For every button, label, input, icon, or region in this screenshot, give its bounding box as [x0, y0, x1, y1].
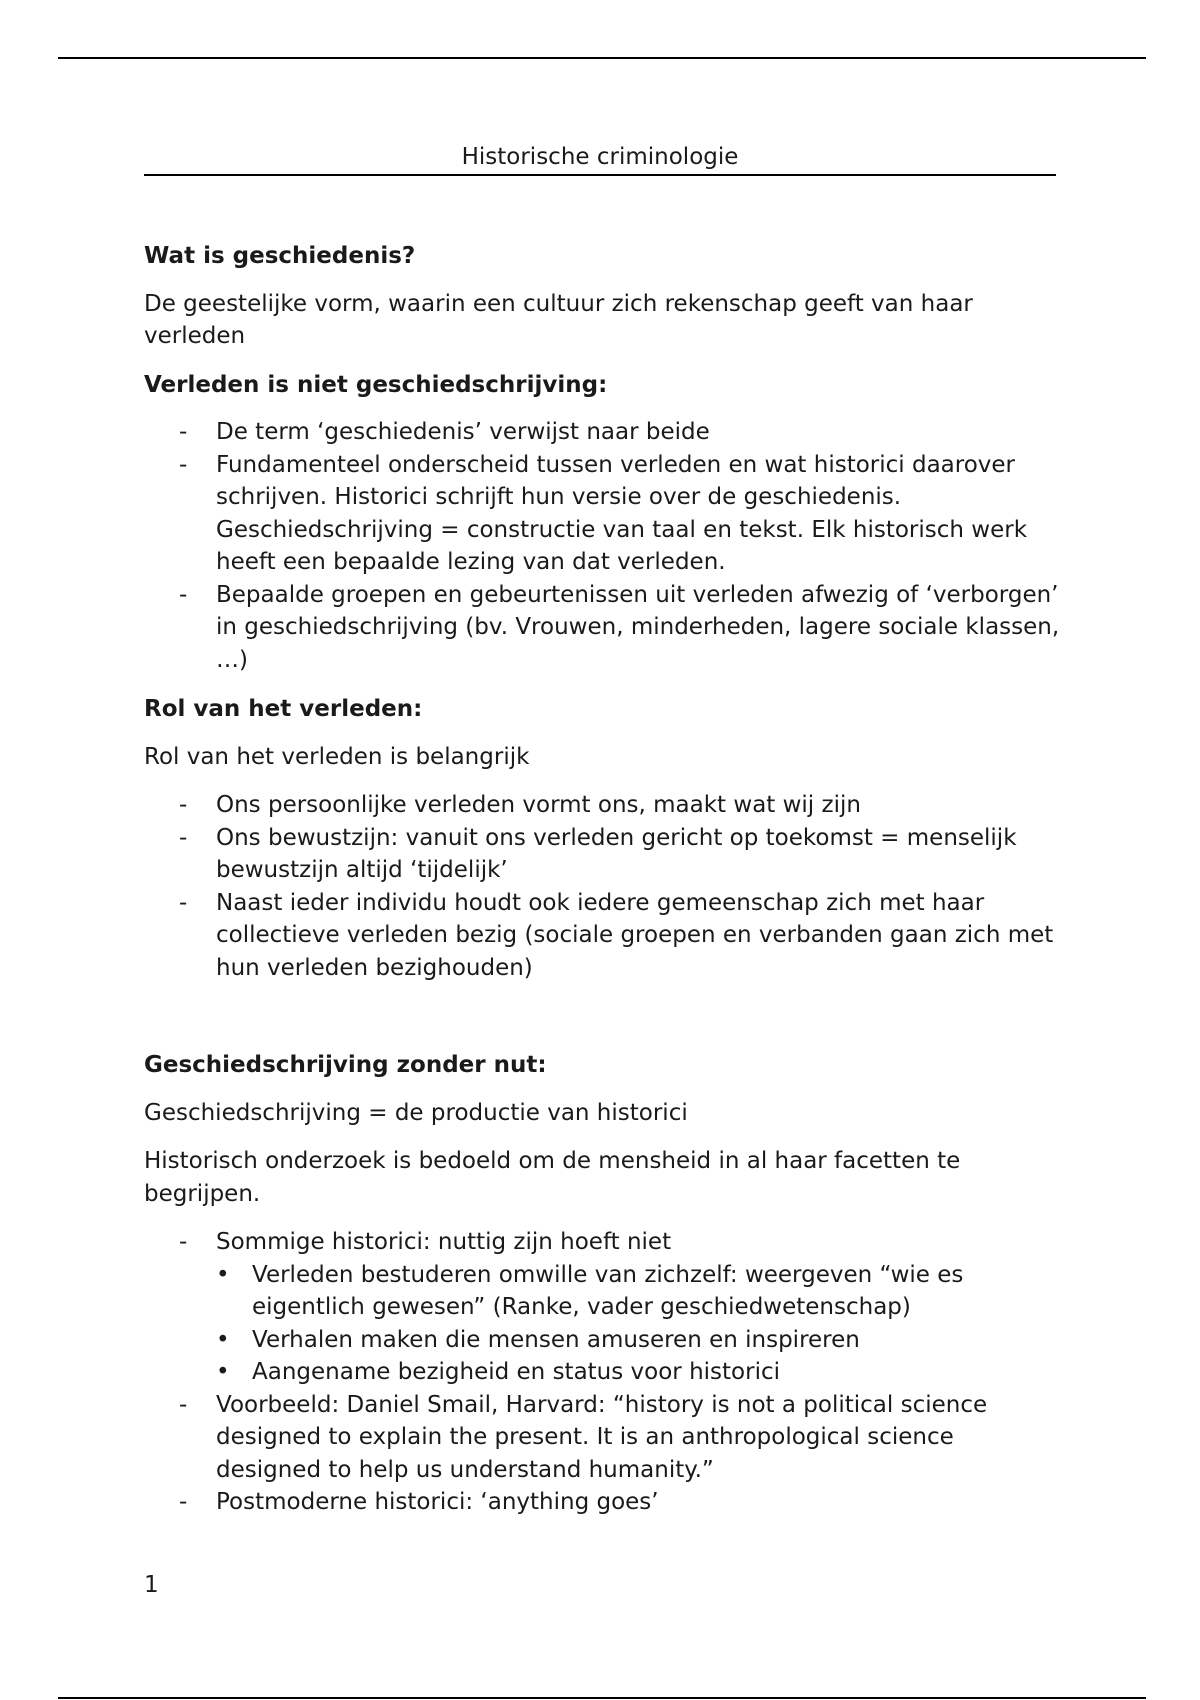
- list-item-text: Sommige historici: nuttig zijn hoeft niet: [216, 1229, 672, 1255]
- page-number: 1: [144, 1572, 159, 1598]
- list-item: [216, 1226, 1064, 1389]
- section-heading: Rol van het verleden:: [144, 696, 423, 722]
- sub-list-item: • Aangename bezigheid en status voor historici: [252, 1356, 1064, 1389]
- section-heading: Wat is geschiedenis?: [144, 243, 416, 269]
- top-rule: [58, 57, 1146, 59]
- section-heading: Geschiedschrijving zonder nut:: [144, 1052, 547, 1078]
- dash-list: [144, 1226, 1064, 1519]
- dash-list: [144, 416, 1064, 676]
- list-item: - Voorbeeld: Daniel Smail, Harvard: “history is not a political science designed to explain the present. It is an anthropological science designed to help us understand humanity.”: [216, 1389, 1064, 1487]
- paragraph: Geschiedschrijving = de productie van historici: [144, 1099, 688, 1126]
- list-item: - Ons bewustzijn: vanuit ons verleden gericht op toekomst = menselijk bewustzijn altijd ‘tijdelijk’: [216, 822, 1064, 887]
- document-body: [144, 240, 1064, 1536]
- list-item: - De term ‘geschiedenis’ verwijst naar beide: [216, 416, 1064, 449]
- list-item: - Ons persoonlijke verleden vormt ons, maakt wat wij zijn: [216, 789, 1064, 822]
- sub-list-item: • Verhalen maken die mensen amuseren en inspireren: [252, 1324, 1064, 1357]
- paragraph: De geestelijke vorm, waarin een cultuur zich rekenschap geeft van haar verleden: [144, 290, 973, 349]
- spacer: [144, 1001, 1064, 1049]
- section-heading: Verleden is niet geschiedschrijving:: [144, 371, 608, 398]
- list-item: - Naast ieder individu houdt ook iedere gemeenschap zich met haar collectieve verleden bezig (sociale groepen en verbanden gaan zich met hun verleden bezighouden): [216, 887, 1064, 985]
- page-header: [144, 142, 1056, 176]
- list-item: - Postmoderne historici: ‘anything goes’: [216, 1486, 1064, 1519]
- header-title: Historische criminologie: [461, 144, 739, 170]
- list-item: - Bepaalde groepen en gebeurtenissen uit verleden afwezig of ‘verborgen’ in geschiedschrijving (bv. Vrouwen, minderheden, lagere sociale klassen, …): [216, 579, 1064, 677]
- bottom-rule: [58, 1697, 1146, 1699]
- paragraph: Historisch onderzoek is bedoeld om de mensheid in al haar facetten te begrijpen.: [144, 1148, 961, 1207]
- sub-list-item: • Verleden bestuderen omwille van zichzelf: weergeven “wie es eigentlich gewesen” (Ranke, vader geschiedwetenschap): [252, 1259, 1064, 1324]
- dash-list: [144, 789, 1064, 984]
- paragraph: Rol van het verleden is belangrijk: [144, 743, 530, 770]
- bullet-sublist: [216, 1259, 1064, 1389]
- list-item: - Fundamenteel onderscheid tussen verleden en wat historici daarover schrijven. Historici schrijft hun versie over de geschiedenis. Geschiedschrijving = constructie van taal en tekst. Elk historisch werk heeft een bepaalde lezing van dat verleden.: [216, 449, 1064, 579]
